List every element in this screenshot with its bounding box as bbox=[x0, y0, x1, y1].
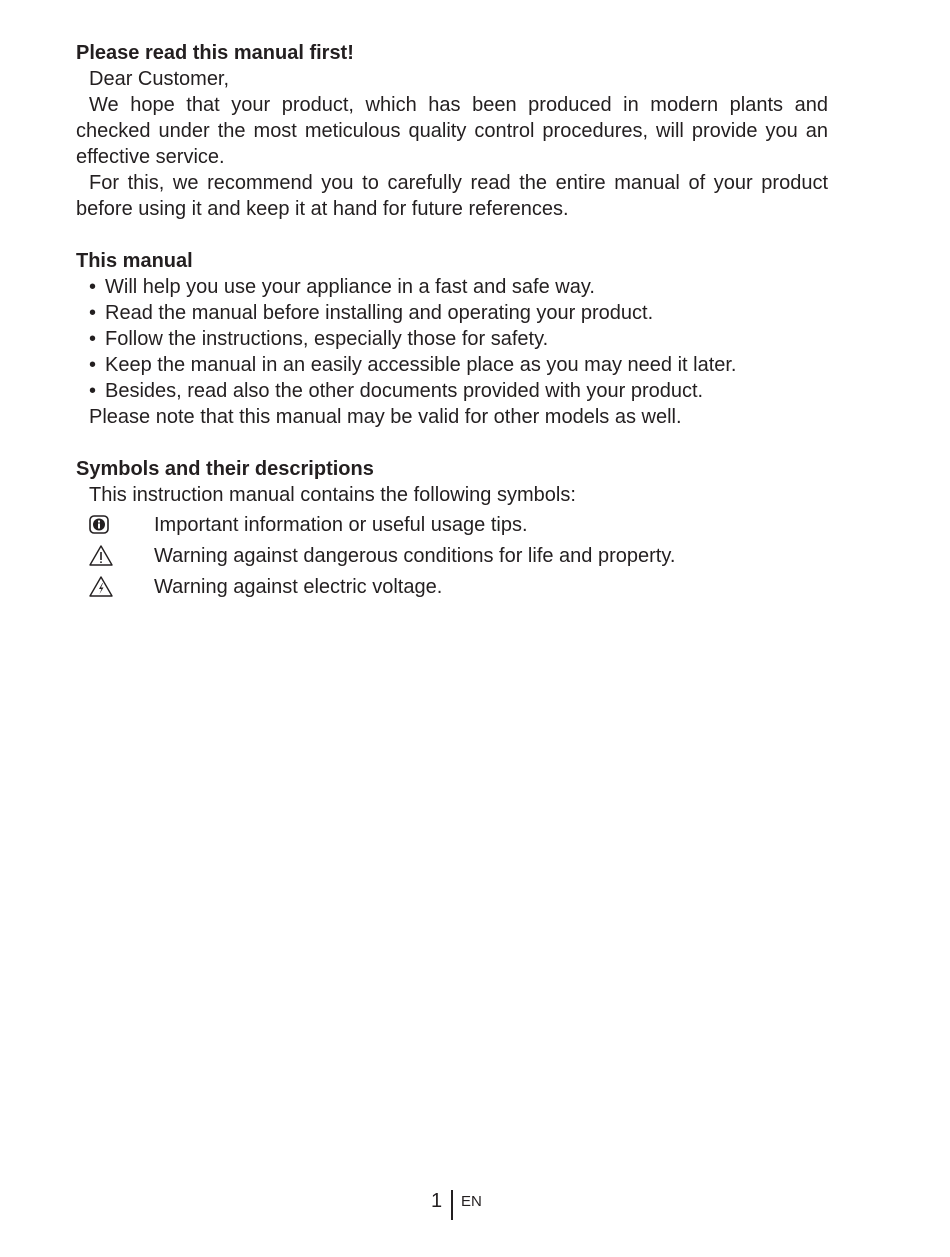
page-footer bbox=[0, 1186, 950, 1220]
symbols-heading: Symbols and their descriptions bbox=[76, 458, 374, 480]
list-item: • Follow the instructions, especially those for safety. bbox=[89, 328, 549, 350]
bullet-icon: • bbox=[89, 354, 97, 376]
manual-list bbox=[76, 274, 828, 404]
symbol-row-info bbox=[76, 512, 828, 543]
info-icon bbox=[88, 513, 114, 537]
symbol-description: Warning against dangerous conditions for life and property. bbox=[154, 545, 676, 567]
bullet-icon: • bbox=[89, 328, 97, 350]
list-item: • Will help you use your appliance in a fast and safe way. bbox=[89, 276, 595, 298]
list-item: • Read the manual before installing and operating your product. bbox=[89, 302, 654, 324]
list-item: • Besides, read also the other documents provided with your product. bbox=[89, 380, 704, 402]
page-content bbox=[76, 40, 828, 605]
manual-heading: This manual bbox=[76, 250, 193, 272]
section-gap bbox=[76, 222, 828, 248]
symbol-row-electric bbox=[76, 574, 828, 605]
symbols-intro: This instruction manual contains the following symbols: bbox=[89, 484, 576, 506]
symbol-description: Important information or useful usage tips. bbox=[154, 514, 528, 536]
section-gap bbox=[76, 430, 828, 456]
bullet-icon: • bbox=[89, 380, 97, 402]
manual-note: Please note that this manual may be valid for other models as well. bbox=[89, 406, 682, 428]
intro-heading: Please read this manual first! bbox=[76, 42, 354, 64]
warning-icon bbox=[88, 544, 114, 568]
footer-divider bbox=[451, 1190, 453, 1220]
intro-paragraph-2: For this, we recommend you to carefully read the entire manual of your product before using it and keep it at hand for future references. bbox=[76, 172, 828, 220]
symbols-list bbox=[76, 512, 828, 605]
bullet-icon: • bbox=[89, 276, 97, 298]
page-number: 1 bbox=[431, 1190, 443, 1212]
electric-warning-icon bbox=[88, 575, 114, 599]
symbol-row-warning bbox=[76, 543, 828, 574]
greeting: Dear Customer, bbox=[89, 68, 230, 90]
bullet-icon: • bbox=[89, 302, 97, 324]
list-item: • Keep the manual in an easily accessible place as you may need it later. bbox=[89, 354, 737, 376]
language-code: EN bbox=[461, 1193, 482, 1210]
symbol-description: Warning against electric voltage. bbox=[154, 576, 443, 598]
intro-paragraph-1: We hope that your product, which has been produced in modern plants and checked under the most meticulous quality control procedures, will provide you an effective service. bbox=[76, 94, 828, 168]
